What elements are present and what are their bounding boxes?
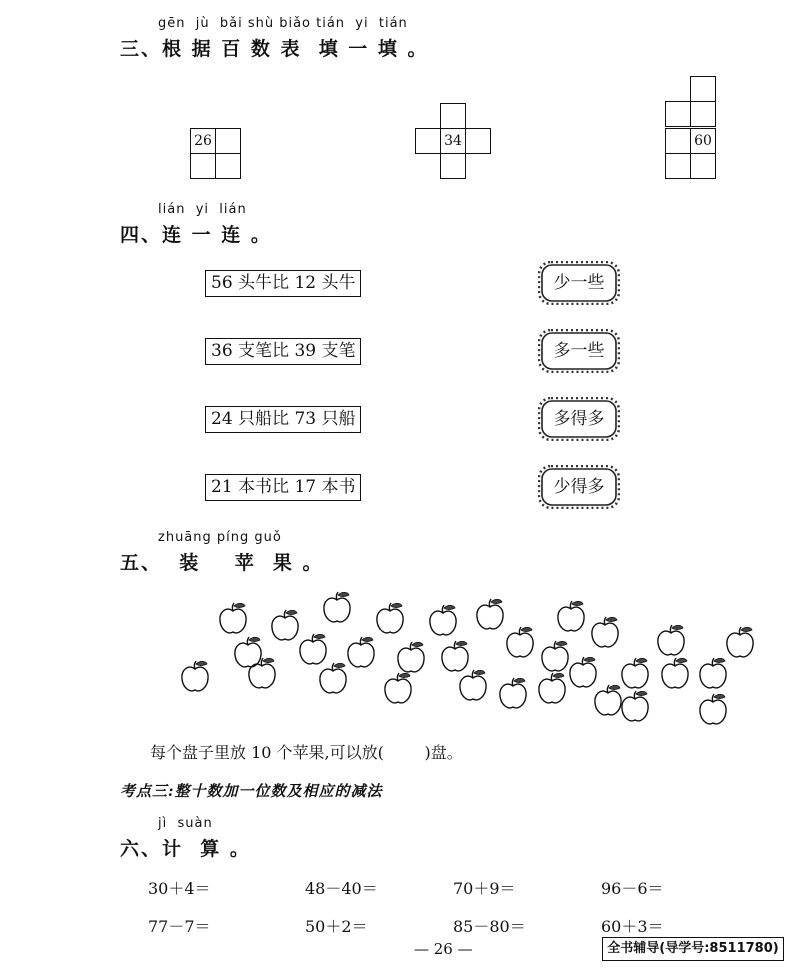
apple-icon (218, 602, 248, 636)
section3-pinyin: gēn jù bǎi shù biǎo tián yi tián (158, 16, 408, 31)
section4-title: 四、连 一 连 。 (120, 224, 272, 246)
answer-label-4: 少得多 (553, 477, 605, 497)
apple-icon (440, 640, 470, 674)
apple-icon (270, 609, 300, 643)
apple-icon (458, 669, 488, 703)
calc-problem: 85－80＝ (453, 917, 526, 936)
calc-problem: 48－40＝ (305, 879, 378, 898)
answer-box-3[interactable] (538, 397, 620, 441)
answer-label-3: 多得多 (553, 409, 605, 429)
apple-icon (322, 591, 352, 625)
grid2-cell-value: 34 (440, 128, 466, 154)
calc-problem: 50＋2＝ (305, 917, 368, 936)
compare-item-4[interactable]: 21 本书比 17 本书 (205, 474, 361, 501)
answer-box-1[interactable] (538, 261, 620, 305)
section6-pinyin: jì suàn (158, 816, 213, 831)
apple-icon (375, 602, 405, 636)
answer-label-2: 多一些 (553, 341, 605, 361)
kaodian-heading: 考点三:整十数加一位数及相应的减法 (120, 782, 383, 800)
apple-icon (475, 598, 505, 632)
apple-icon (620, 657, 650, 691)
apple-icon (725, 626, 755, 660)
apple-icon (620, 690, 650, 724)
compare-item-1[interactable]: 56 头牛比 12 头牛 (205, 270, 361, 297)
section6-title: 六、计 算 。 (120, 838, 251, 860)
apple-icon (505, 626, 535, 660)
grid3-cell-blank[interactable] (690, 76, 716, 102)
grid1-cell-blank[interactable] (190, 153, 216, 179)
grid3-cell-blank[interactable] (690, 153, 716, 179)
section5-title: 五、 装 苹 果 。 (120, 552, 324, 574)
calc-problem: 70＋9＝ (453, 879, 516, 898)
grid1-cell-blank[interactable] (215, 153, 241, 179)
section5-pinyin: zhuāng píng guǒ (158, 530, 282, 545)
grid2-cell-blank[interactable] (465, 128, 491, 154)
apple-icon (540, 640, 570, 674)
footer-badge: 全书辅导(导学号:8511780) (602, 937, 784, 961)
apple-icon (698, 657, 728, 691)
grid1-cell-value: 26 (190, 128, 216, 154)
grid1-cell-blank[interactable] (215, 128, 241, 154)
apple-icon (537, 672, 567, 706)
grid3-cell-blank[interactable] (665, 153, 691, 179)
apple-icon (383, 672, 413, 706)
apple-icon (590, 616, 620, 650)
calc-problem: 30＋4＝ (148, 879, 211, 898)
apple-icon (593, 684, 623, 718)
grid2-cell-blank[interactable] (440, 153, 466, 179)
calc-problem: 60＋3＝ (601, 917, 664, 936)
grid3-cell-value: 60 (690, 128, 716, 154)
apple-icon (428, 604, 458, 638)
apple-icon (656, 624, 686, 658)
apple-icon (660, 657, 690, 691)
grid3-cell-blank[interactable] (690, 101, 716, 127)
answer-box-2[interactable] (538, 329, 620, 373)
grid2-cell-blank[interactable] (415, 128, 441, 154)
apple-icon (346, 636, 376, 670)
calc-problem: 96－6＝ (601, 879, 664, 898)
grid2-cell-blank[interactable] (440, 103, 466, 129)
calc-problem: 77－7＝ (148, 917, 211, 936)
grid3-cell-blank[interactable] (665, 128, 691, 154)
answer-box-4[interactable] (538, 465, 620, 509)
apple-icon (498, 677, 528, 711)
section4-pinyin: lián yi lián (158, 202, 247, 217)
apple-icon (556, 600, 586, 634)
apple-icon (698, 693, 728, 727)
compare-item-2[interactable]: 36 支笔比 39 支笔 (205, 338, 361, 365)
apple-question: 每个盘子里放 10 个苹果,可以放( )盘。 (150, 743, 463, 762)
apple-icon (396, 641, 426, 675)
apple-icon (233, 636, 263, 670)
section3-title: 三、根 据 百 数 表 填 一 填 。 (120, 38, 429, 60)
compare-item-3[interactable]: 24 只船比 73 只船 (205, 406, 361, 433)
page-number: — 26 — (414, 940, 473, 958)
answer-label-1: 少一些 (553, 273, 605, 293)
grid3-cell-blank[interactable] (665, 101, 691, 127)
apple-icon (180, 660, 210, 694)
apple-icon (318, 662, 348, 696)
